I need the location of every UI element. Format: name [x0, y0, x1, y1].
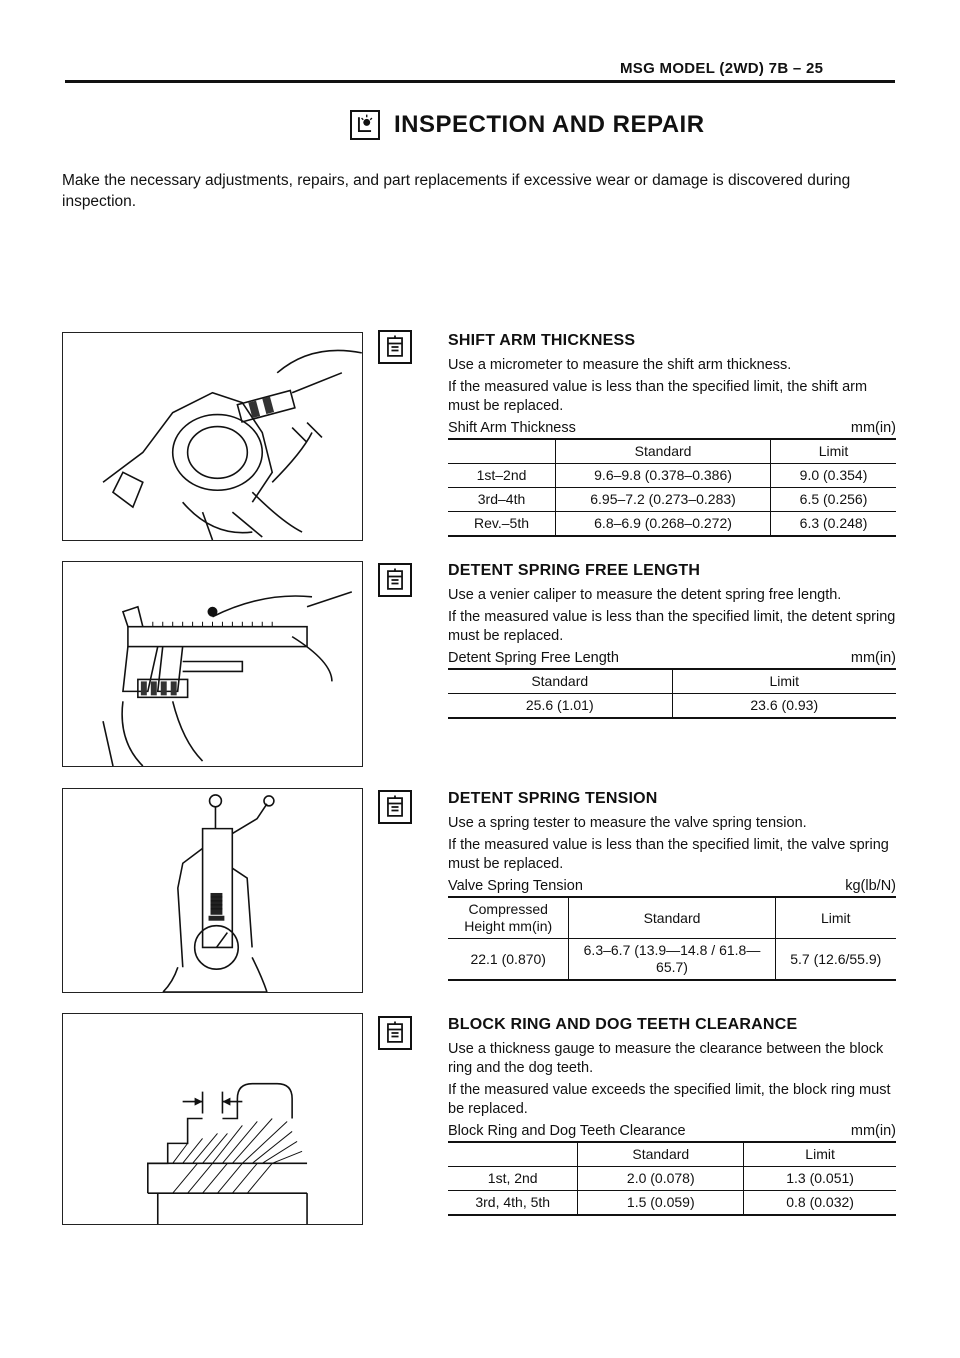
table-header: Standard: [556, 440, 771, 464]
table-row: [448, 512, 896, 537]
table-header-row: [448, 898, 896, 939]
table-header: Limit: [672, 670, 896, 694]
table-header: Limit: [775, 898, 896, 939]
page-header: MSG MODEL (2WD) 7B – 25: [620, 60, 824, 77]
table-cell: 2.0 (0.078): [578, 1167, 744, 1191]
table-cell: 6.3 (0.248): [771, 512, 896, 537]
table-header: Compressed Height mm(in): [448, 898, 569, 939]
spring-tester-illustration: [62, 788, 363, 993]
caption-label: Block Ring and Dog Teeth Clearance: [448, 1123, 686, 1139]
section-text: Use a spring tester to measure the valve spring tension.: [448, 815, 807, 831]
block-ring-gauge-illustration: [62, 1013, 363, 1225]
table-row: [448, 939, 896, 981]
table-cell: 6.8–6.9 (0.268–0.272): [556, 512, 771, 537]
inspection-icon: [350, 110, 380, 140]
section-text: Use a venier caliper to measure the detent spring free length.: [448, 587, 842, 603]
table-cell: 25.6 (1.01): [448, 694, 672, 719]
section-detent-spring-tension: [448, 790, 896, 981]
caption-label: Valve Spring Tension: [448, 878, 583, 894]
intro-paragraph: Make the necessary adjustments, repairs, and part replacements if excessive wear or damage is discovered during inspection.: [62, 172, 851, 210]
table-row: [448, 1167, 896, 1191]
caption-unit: mm(in): [850, 1123, 896, 1139]
table-cell: Rev.–5th: [448, 512, 556, 537]
section-title: SHIFT ARM THICKNESS: [448, 332, 636, 349]
section-text: If the measured value exceeds the specified limit, the block ring must be replaced.: [448, 1082, 891, 1117]
table-caption: [448, 1123, 896, 1143]
section-text: If the measured value is less than the specified limit, the shift arm must be replaced.: [448, 379, 868, 414]
table-header: Standard: [569, 898, 775, 939]
table-cell: 1.3 (0.051): [744, 1167, 896, 1191]
table-header: Standard: [448, 670, 672, 694]
header-rule: [65, 80, 895, 83]
table-cell: 9.6–9.8 (0.378–0.386): [556, 464, 771, 488]
page-title: INSPECTION AND REPAIR: [394, 111, 705, 138]
table-caption: [448, 420, 896, 440]
table-cell: 3rd, 4th, 5th: [448, 1191, 578, 1216]
caliper-spring-illustration: [62, 561, 363, 767]
section-text: Use a thickness gauge to measure the clearance between the block ring and the dog teeth.: [448, 1041, 884, 1076]
table-cell: 0.8 (0.032): [744, 1191, 896, 1216]
table-cell: 3rd–4th: [448, 488, 556, 512]
table-cell: 6.5 (0.256): [771, 488, 896, 512]
spec-table: [448, 1143, 896, 1216]
table-cell: 1.5 (0.059): [578, 1191, 744, 1216]
caption-unit: kg(lb/N): [845, 878, 896, 894]
table-row: [448, 488, 896, 512]
section-title: DETENT SPRING TENSION: [448, 790, 658, 807]
page-title-group: [350, 110, 705, 140]
section-text: If the measured value is less than the specified limit, the valve spring must be replaced.: [448, 837, 889, 872]
section-title: DETENT SPRING FREE LENGTH: [448, 562, 701, 579]
table-header: [448, 1143, 578, 1167]
measure-icon: [378, 790, 412, 824]
spec-table: [448, 898, 896, 981]
section-detent-spring-free-length: [448, 562, 896, 719]
table-cell: 9.0 (0.354): [771, 464, 896, 488]
spec-table: [448, 670, 896, 719]
caption-unit: mm(in): [850, 420, 896, 436]
table-caption: [448, 878, 896, 898]
caption-unit: mm(in): [850, 650, 896, 666]
table-cell: 6.3–6.7 (13.9—14.8 / 61.8—65.7): [569, 939, 775, 981]
table-cell: 1st, 2nd: [448, 1167, 578, 1191]
table-header-row: [448, 670, 896, 694]
section-title: BLOCK RING AND DOG TEETH CLEARANCE: [448, 1016, 798, 1033]
table-header: Limit: [744, 1143, 896, 1167]
table-cell: 1st–2nd: [448, 464, 556, 488]
table-cell: 23.6 (0.93): [672, 694, 896, 719]
table-cell: 6.95–7.2 (0.273–0.283): [556, 488, 771, 512]
table-cell: 22.1 (0.870): [448, 939, 569, 981]
table-header-row: [448, 1143, 896, 1167]
section-text: Use a micrometer to measure the shift arm thickness.: [448, 357, 792, 373]
spec-table: [448, 440, 896, 537]
table-row: [448, 464, 896, 488]
section-shift-arm-thickness: [448, 332, 896, 537]
micrometer-shift-arm-illustration: [62, 332, 363, 541]
section-text: If the measured value is less than the specified limit, the detent spring must be replaced.: [448, 609, 896, 644]
table-header-row: [448, 440, 896, 464]
table-row: [448, 694, 896, 719]
table-header: Standard: [578, 1143, 744, 1167]
section-block-ring-dog-teeth-clearance: [448, 1016, 896, 1216]
table-header: [448, 440, 556, 464]
measure-icon: [378, 330, 412, 364]
table-row: [448, 1191, 896, 1216]
caption-label: Shift Arm Thickness: [448, 420, 576, 436]
measure-icon: [378, 1016, 412, 1050]
table-header: Limit: [771, 440, 896, 464]
table-caption: [448, 650, 896, 670]
caption-label: Detent Spring Free Length: [448, 650, 619, 666]
table-cell: 5.7 (12.6/55.9): [775, 939, 896, 981]
measure-icon: [378, 563, 412, 597]
